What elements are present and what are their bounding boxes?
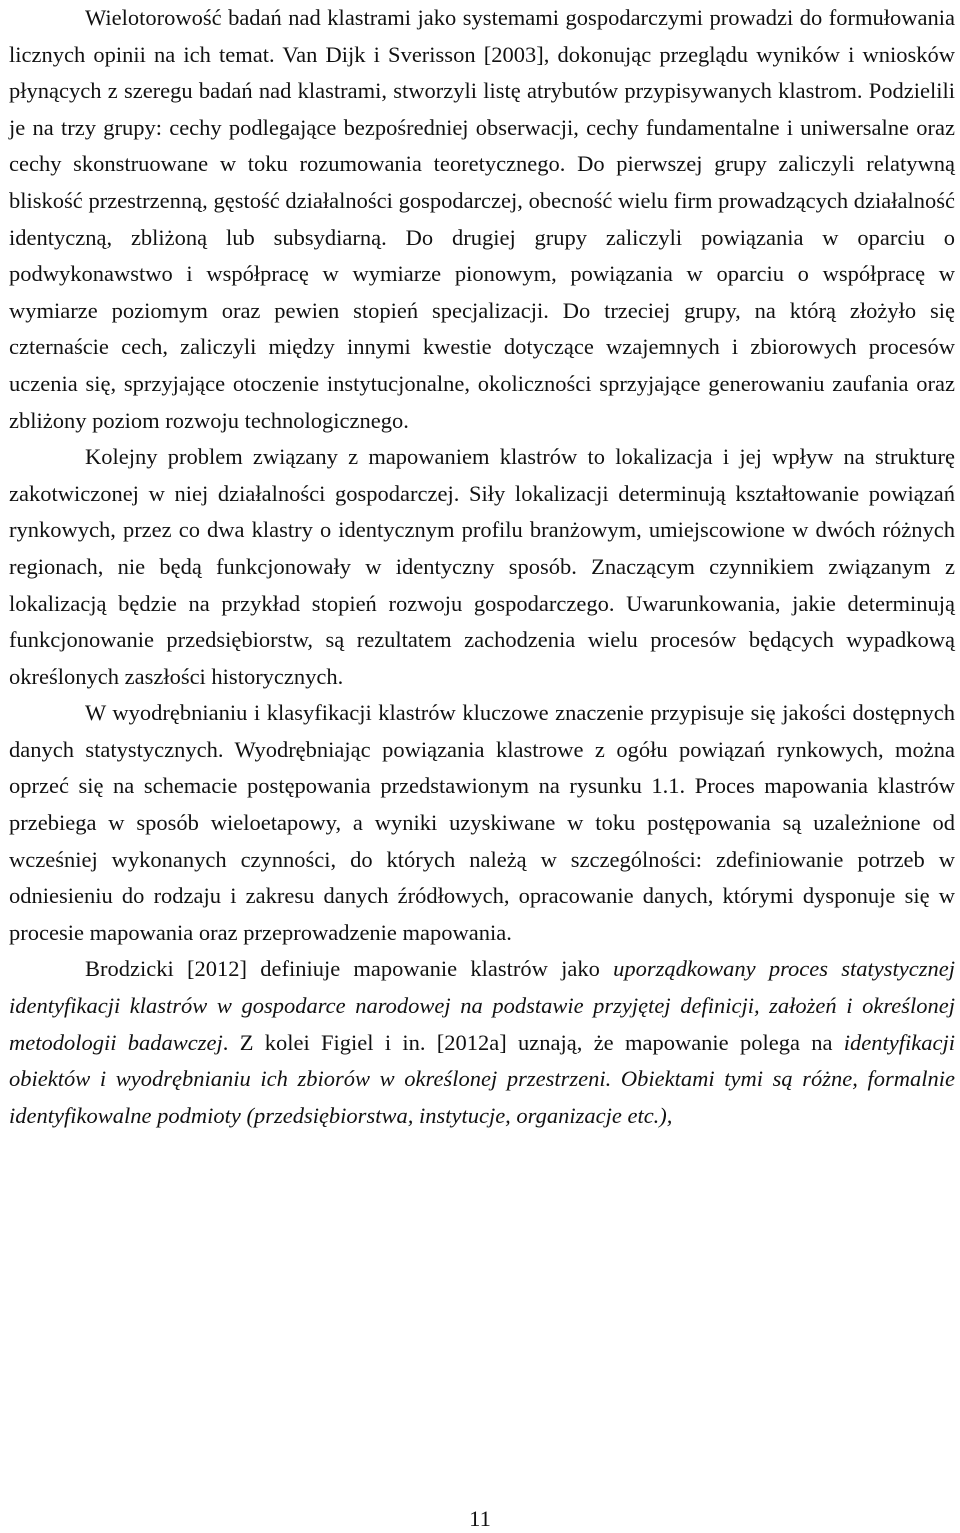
paragraph-4-italic-quote: identyfikacji obiektów i wyodrębnianiu ich zbiorów w określonej przestrzeni. Obiektami tymi są różne, formalnie identyfikowalne podmioty (przedsiębiorstwa, instytucje, organizacje etc.), (9, 1029, 955, 1128)
paragraph-3-text: W wyodrębnianiu i klasyfikacji klastrów kluczowe znaczenie przypisuje się jakości dostępnych danych statystycznych. Wyodrębniając powiązania klastrowe z ogółu powiązań rynkowych, można oprzeć się na schemacie postępowania przedstawionym na rysunku 1.1. Proces mapowania klastrów przebiega w sposób wieloetapowy, a wyniki uzyskiwane w toku postępowania są uzależnione od wcześniej wykonanych czynności, do których należą w szczególności: zdefiniowanie potrzeb w odniesieniu do rodzaju i zakresu danych źródłowych, opracowanie danych, którymi dysponuje się w procesie mapowania oraz przeprowadzenie mapowania. (9, 700, 955, 945)
document-page (9, 0, 955, 1134)
paragraph-3 (9, 695, 955, 951)
paragraph-2-text: Kolejny problem związany z mapowaniem klastrów to lokalizacja i jej wpływ na strukturę zakotwiczonej w niej działalności gospodarczej. Siły lokalizacji determinują kształtowanie powiązań rynkowych, przez co dwa klastry o identycznym profilu branżowym, umiejscowione w dwóch różnych regionach, nie będą funkcjonowały w identyczny sposób. Znaczącym czynnikiem związanym z lokalizacją będzie na przykład stopień rozwoju gospodarczego. Uwarunkowania, jakie determinują funkcjonowanie przedsiębiorstw, są rezultatem zachodzenia wielu procesów będących wypadkową określonych zaszłości historycznych. (9, 444, 955, 689)
paragraph-2 (9, 439, 955, 695)
paragraph-1 (9, 0, 955, 439)
paragraph-4-text-b: . Z kolei Figiel i in. [2012a] uznają, że mapowanie polega na (222, 1029, 844, 1055)
paragraph-1-text: Wielotorowość badań nad klastrami jako systemami gospodarczymi prowadzi do formułowania licznych opinii na ich temat. Van Dijk i Sverisson [2003], dokonując przeglądu wyników i wniosków płynących z szeregu badań nad klastrami, stworzyli listę atrybutów przypisywanych klastrom. Podzielili je na trzy grupy: cechy podlegające bezpośredniej obserwacji, cechy fundamentalne i uniwersalne oraz cechy skonstruowane w toku rozumowania teoretycznego. Do pierwszej grupy zaliczyli relatywną bliskość przestrzenną, gęstość działalności gospodarczej, obecność wielu firm prowadzących działalność identyczną, zbliżoną lub subsydiarną. Do drugiej grupy zaliczyli powiązania w oparciu o podwykonawstwo i współpracę w wymiarze pionowym, powiązania w oparciu o współpracę w wymiarze poziomym oraz pewien stopień specjalizacji. Do trzeciej grupy, na którą złożyło się czternaście cech, zaliczyli między innymi kwestie dotyczące wzajemnych i zbiorowych procesów uczenia się, sprzyjające otoczenie instytucjonalne, okoliczności sprzyjające generowaniu zaufania oraz zbliżony poziom rozwoju technologicznego. (9, 5, 955, 433)
page-number: 11 (469, 1506, 491, 1531)
paragraph-4-italic-definition: uporządkowany proces statystycznej identyfikacji klastrów w gospodarce narodowej na podstawie przyjętej definicji, założeń i określonej metodologii badawczej (9, 956, 955, 1055)
paragraph-4-text-a: Brodzicki [2012] definiuje mapowanie klastrów jako (85, 956, 614, 982)
paragraph-4 (9, 951, 955, 1134)
